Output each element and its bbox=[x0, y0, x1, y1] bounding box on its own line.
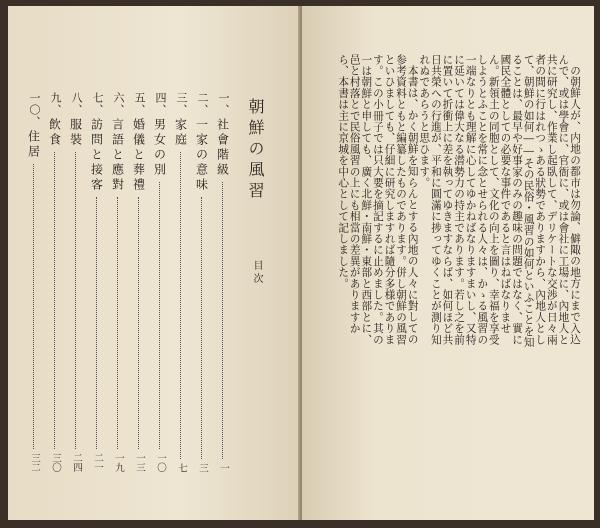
preface-text bbox=[337, 54, 580, 354]
table-of-contents bbox=[26, 92, 236, 472]
toc-item-number: 四、 bbox=[154, 92, 167, 116]
toc-item-number: 七、 bbox=[91, 92, 104, 116]
toc-leader-dots bbox=[96, 197, 99, 449]
toc-item bbox=[193, 92, 211, 472]
book-title: 朝鮮の風習 bbox=[246, 98, 265, 203]
toc-item-label: 婚儀と葬禮 bbox=[131, 118, 146, 193]
toc-item-number: 五、 bbox=[133, 92, 146, 116]
toc-leader-dots bbox=[117, 197, 120, 449]
toc-item-number: 八、 bbox=[70, 92, 83, 116]
toc-leader-dots bbox=[138, 197, 141, 449]
toc-item-number: 六、 bbox=[112, 92, 125, 116]
toc-item bbox=[46, 92, 64, 472]
toc-item bbox=[214, 92, 232, 472]
toc-leader-dots bbox=[33, 164, 36, 449]
toc-item-page: 三 bbox=[197, 462, 208, 472]
toc-leader-dots bbox=[54, 152, 57, 449]
toc-item-label: 男女の別 bbox=[152, 118, 167, 178]
toc-item-label: 言語と應對 bbox=[110, 118, 125, 193]
toc-item-label: 住居 bbox=[26, 130, 41, 160]
toc-item-page: 三二 bbox=[29, 453, 40, 472]
toc-item-page: 二一 bbox=[92, 453, 103, 472]
toc-item-page: 三〇 bbox=[50, 453, 61, 472]
toc-item-number: 九、 bbox=[49, 92, 62, 116]
toc-leader-dots bbox=[180, 152, 183, 459]
open-book bbox=[8, 6, 594, 520]
toc-item-label: 飲食 bbox=[47, 118, 62, 148]
toc-item-page: 二四 bbox=[71, 453, 82, 472]
toc-item-number: 一〇、 bbox=[28, 92, 41, 128]
right-page-preface bbox=[302, 6, 594, 520]
toc-item bbox=[130, 92, 148, 472]
toc-item-page: 一 bbox=[218, 462, 229, 472]
toc-item-label: 家庭 bbox=[173, 118, 188, 148]
preface-paragraph: の朝鮮人が、内地の都市は勿論、僻陬の地方にまで入込んで、或は學會に、官衙に、或は會社に工場に、內地人と共に研究し、作業し起臥して、デリケートな交渉が日々兩者の間に行はれつゝある狀勢でありますから、內地人として、朝鮮の如何――その民俗・風習の如何といふことを知ることは、最早や好事家のみの趣味の問題ではなく、實に國民全體としての必要な事件であると言はねばなりません。新領土の同胞として、文化の向上を圖り、幸福を享受しようとふことを常に念とせられる人々は、かゝる風習の一端なりとも理解に心してゆかねばなりますまいし、又特に延いては偉大なる潜勢力の持主であります。若し之を前に置いて折衝上に差を執ってゆきますならば、如何ほど共日共榮への行進が、平和に圓滿に捗ってゆくことが測り知れぬであらうと思ひます。 bbox=[418, 54, 581, 348]
contents-heading: 目次 bbox=[251, 260, 262, 286]
toc-item bbox=[25, 92, 43, 472]
toc-item-label: 社會階級 bbox=[215, 118, 230, 178]
toc-leader-dots bbox=[159, 182, 162, 449]
toc-item-label: 一家の意味 bbox=[194, 118, 209, 193]
toc-item bbox=[88, 92, 106, 472]
toc-item-page: 七 bbox=[176, 462, 187, 472]
toc-item-number: 二、 bbox=[196, 92, 209, 116]
toc-item bbox=[151, 92, 169, 472]
toc-item-page: 一九 bbox=[113, 453, 124, 472]
toc-item-page: 一〇 bbox=[155, 453, 166, 472]
toc-item bbox=[172, 92, 190, 472]
toc-item-number: 一、 bbox=[217, 92, 230, 116]
toc-item-label: 服裝 bbox=[68, 118, 83, 148]
toc-leader-dots bbox=[75, 152, 78, 449]
toc-leader-dots bbox=[222, 182, 225, 459]
toc-item-label: 訪問と接客 bbox=[89, 118, 104, 193]
toc-item bbox=[109, 92, 127, 472]
toc-item bbox=[67, 92, 85, 472]
toc-item-page: 一三 bbox=[134, 453, 145, 472]
toc-item-number: 三、 bbox=[175, 92, 188, 116]
left-page-contents bbox=[8, 6, 300, 520]
preface-paragraph: 本書は、かく朝鮮を知らんとする內地の人々に對しての参考資料ともと編纂したものであります。併し朝鮮の風習といひましても、仔細に研究しますれば隨分多様であります。この小冊子では只大要を摘記するに止めました。其の一は朝鮮と申しても、廣く北鮮・南鮮・東部と西部とに、邑と村落とで民俗風習の上にも相當の差異がありますから、本書は主に京城を中心として記しました。 bbox=[337, 54, 419, 346]
toc-leader-dots bbox=[201, 197, 204, 459]
